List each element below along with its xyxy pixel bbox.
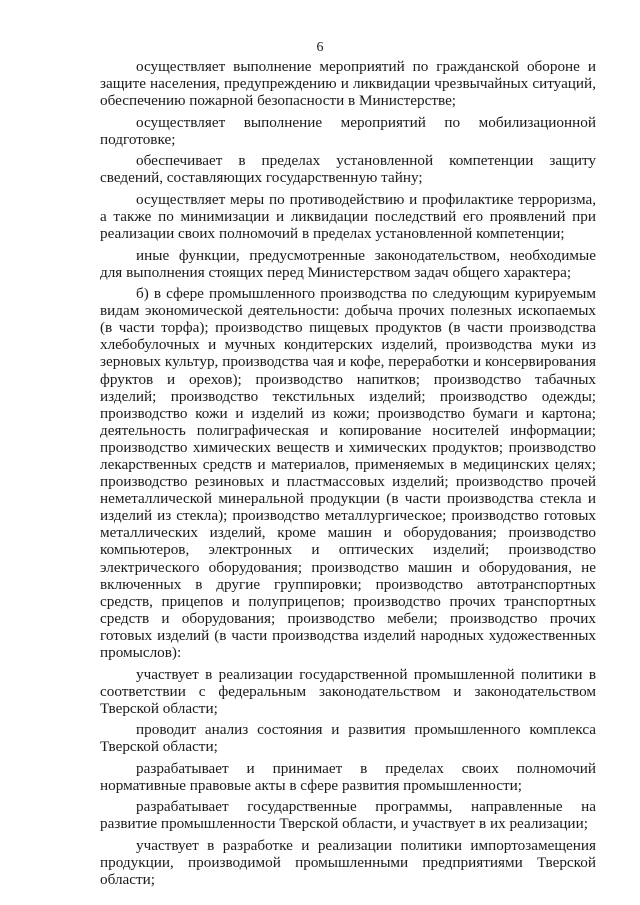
page-number: 6: [316, 40, 324, 55]
paragraph: разрабатывает государственные программы, направленные на развитие промышленности Тверской области, и участвует в их реализации;: [100, 798, 596, 833]
paragraph: осуществляет выполнение мероприятий по гражданской обороне и защите населения, предупреждению и ликвидации чрезвычайных ситуаций, обеспечению пожарной безопасности в Министерстве;: [100, 58, 596, 110]
paragraph: обеспечивает в пределах установленной компетенции защиту сведений, составляющих государственную тайну;: [100, 152, 596, 187]
paragraph: осуществляет меры по противодействию и профилактике терроризма, а также по минимизации и ликвидации последствий его проявлений при реализации своих полномочий в пределах установленной компетенции;: [100, 190, 596, 243]
document-body: [100, 58, 596, 893]
paragraph: разрабатывает и принимает в пределах своих полномочий нормативные правовые акты в сфере развития промышленности;: [100, 759, 596, 794]
paragraph: участвует в реализации государственной промышленной политики в соответствии с федеральным законодательством и законодательством Тверской области;: [100, 665, 596, 717]
paragraph: б) в сфере промышленного производства по следующим курируемым видам экономической деятельности: добыча прочих полезных ископаемых (в части торфа); производство пищевых продуктов (в части производства хлебобулочных и мучных кондитерских изделий, производства муки из зерновых культур, производства чая и кофе, переработки и консервирования фруктов и орехов); производство напитков; производство табачных изделий; производство текстильных изделий; производство одежды; производство кожи и изделий из кожи; производство бумаги и картона; деятельность полиграфическая и копирование носителей информации; производство химических веществ и химических продуктов; производство лекарственных средств и материалов, применяемых в медицинских целях; производство резиновых и пластмассовых изделий; производство прочей неметаллической минеральной продукции (в части производства стекла и изделий из стекла); производство металлургическое; производство готовых металлических изделий, кроме машин и оборудования; производство компьютеров, электронных и оптических изделий; производство электрического оборудования; производство машин и оборудования, не включенных в другие группировки; производство автотранспортных средств, прицепов и полуприцепов; производство прочих транспортных средств и оборудования; производство мебели; производство прочих готовых изделий (в части производства изделий народных художественных промыслов):: [100, 285, 596, 662]
paragraph: участвует в разработке и реализации политики импортозамещения продукции, производимой промышленными предприятиями Тверской области;: [100, 836, 596, 889]
paragraph: осуществляет выполнение мероприятий по мобилизационной подготовке;: [100, 113, 596, 148]
paragraph: проводит анализ состояния и развития промышленного комплекса Тверской области;: [100, 721, 596, 756]
paragraph: иные функции, предусмотренные законодательством, необходимые для выполнения стоящих перед Министерством задач общего характера;: [100, 246, 596, 281]
